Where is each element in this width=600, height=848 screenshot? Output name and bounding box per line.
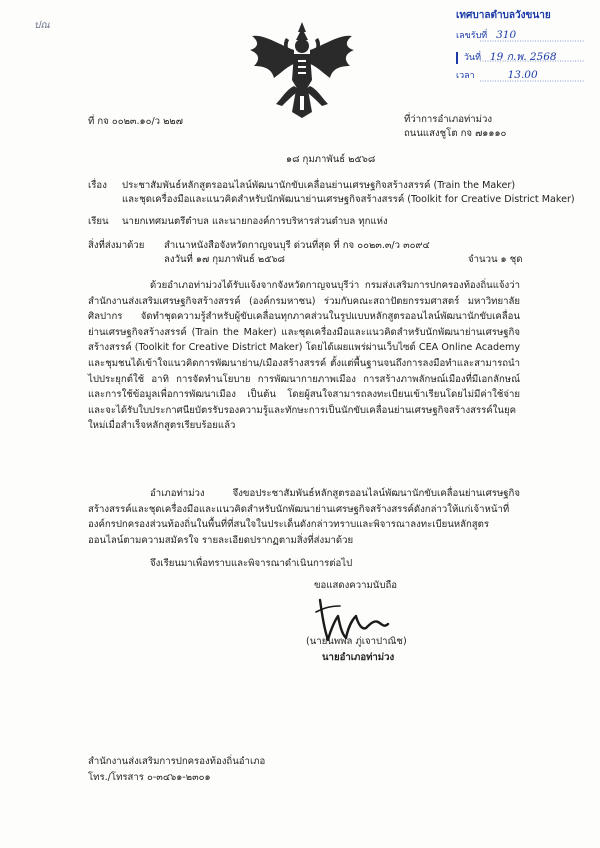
attachment-line2: ลงวันที่ ๑๗ กุมภาพันธ์ ๒๕๖๘ xyxy=(164,254,285,265)
stamp-time-label: เวลา xyxy=(456,71,475,81)
attachment-count: จำนวน ๑ ชุด xyxy=(468,254,523,265)
signatory-position: นายอำเภอท่าม่วง xyxy=(322,652,395,663)
subject-line1: ประชาสัมพันธ์หลักสูตรออนไลน์พัฒนานักขับเคลื่อนย่านเศรษฐกิจสร้างสรรค์ (Train the Maker) xyxy=(122,180,516,191)
office-address-line2: ถนนแสงชูโต กจ ๗๑๑๑๐ xyxy=(404,128,507,139)
garuda-emblem-icon xyxy=(248,20,356,120)
stamp-time-value: 13.00 xyxy=(507,69,538,81)
attachment-line1: สำเนาหนังสือจังหวัดกาญจนบุรี ด่วนที่สุด ที่ กจ ๐๐๒๓.๓/ว ๓๐๙๔ xyxy=(164,240,430,251)
document-date: ๑๘ กุมภาพันธ์ ๒๕๖๘ xyxy=(286,154,376,165)
office-address-line1: ที่ว่าการอำเภอท่าม่วง xyxy=(404,114,493,125)
subject-label: เรื่อง xyxy=(88,180,107,191)
stamp-underlines xyxy=(480,40,586,86)
receiving-stamp xyxy=(452,8,590,88)
footer-phone: โทร./โทรสาร ๐-๓๔๖๑-๒๓๐๑ xyxy=(88,772,211,783)
stamp-receive-no-value: 310 xyxy=(496,29,517,41)
body-paragraph-2-text: อำเภอท่าม่วง จึงขอประชาสัมพันธ์หลักสูตรออนไลน์พัฒนานักขับเคลื่อนย่านเศรษฐกิจสร้างสรรค์และชุดเครื่องมือและแนวคิดสำหรับนักพัฒนาย่านเศรษฐกิจสร้างสรรค์ดังกล่าวให้แก่เจ้าหน้าที่องค์กรปกครองส่วนท้องถิ่นในพื้นที่ที่สนใจในประเด็นดังกล่าวทราบและพิจารณาลงทะเบียนหลักสูตรออนไลน์ตามความสมัครใจ รายละเอียดปรากฏตามสิ่งที่ส่งมาด้วย xyxy=(88,488,520,546)
margin-handwritten-mark: ปณ xyxy=(34,20,50,31)
stamp-org: เทศบาลตำบลวังขนาย xyxy=(456,10,551,21)
body-paragraph-1-text: ด้วยอำเภอท่าม่วงได้รับแจ้งจากจังหวัดกาญจนบุรีว่า กรมส่งเสริมการปกครองท้องถิ่นแจ้งว่า สำนักงานส่งเสริมเศรษฐกิจสร้างสรรค์ (องค์กรมหาชน) ร่วมกับคณะสถาปัตยกรรมศาสตร์ มหาวิทยาลัยศิลปากร จัดทำชุดความรู้สำหรับผู้ขับเคลื่อนทุกภาคส่วนในรูปแบบหลักสูตรออนไลน์พัฒนานักขับเคลื่อนย่านเศรษฐกิจสร้างสรรค์ (Train the Maker) และชุดเครื่องมือและแนวคิดสำหรับนักพัฒนาย่านเศรษฐกิจสร้างสรรค์ (Toolkit for Creative District Maker) โดยได้เผยแพร่ผ่านเว็บไซต์ CEA Online Academy และชุมชนได้เข้าใจแนวคิดการพัฒนาย่าน/เมืองสร้างสรรค์ ตั้งแต่พื้นฐานจนถึงการลงมือทำและสามารถนำไปประยุกต์ใช้ อาทิ การจัดทำนโยบาย การพัฒนากายภาพเมือง การสร้างภาพลักษณ์เมืองที่มีเอกลักษณ์และการใช้ข้อมูลเพื่อการพัฒนาเมือง เป็นต้น โดยผู้สนใจสามารถลงทะเบียนเข้าเรียนโดยไม่มีค่าใช้จ่าย และจะได้รับใบประกาศนียบัตรรับรองความรู้และทักษะการเป็นนักขับเคลื่อนย่านเศรษฐกิจสร้างสรรค์ในยุคใหม่เมื่อสำเร็จหลักสูตรเรียบร้อยแล้ว xyxy=(88,280,520,432)
footer-office: สำนักงานส่งเสริมการปกครองท้องถิ่นอำเภอ xyxy=(88,756,266,767)
body-paragraph-3-text: จึงเรียนมาเพื่อทราบและพิจารณาดำเนินการต่อไป xyxy=(150,558,353,569)
attachment-label: สิ่งที่ส่งมาด้วย xyxy=(88,240,145,251)
body-paragraph-3 xyxy=(88,556,520,572)
stamp-receive-no-label: เลขรับที่ xyxy=(456,31,488,41)
closing-regards: ขอแสดงความนับถือ xyxy=(314,580,398,591)
recipient-text: นายกเทศมนตรีตำบล และนายกองค์การบริหารส่วนตำบล ทุกแห่ง xyxy=(122,216,388,227)
stamp-date-label: วันที่ xyxy=(463,53,482,63)
signatory-name: (นายนพพล ภู่เจาปาณิช) xyxy=(306,636,407,647)
body-paragraph-2 xyxy=(88,486,520,548)
reference-number: ที่ กจ ๐๐๒๓.๑๐/ว ๒๒๗ xyxy=(88,116,183,127)
subject-line2: และชุดเครื่องมือและแนวคิดสำหรับนักพัฒนาย่านเศรษฐกิจสร้างสรรค์ (Toolkit for Creative District Maker) xyxy=(122,194,575,205)
stamp-bracket xyxy=(456,52,458,64)
recipient-label: เรียน xyxy=(88,216,109,227)
stamp-date-value: 19 ก.พ. 2568 xyxy=(489,51,557,63)
body-paragraph-1 xyxy=(88,278,520,434)
